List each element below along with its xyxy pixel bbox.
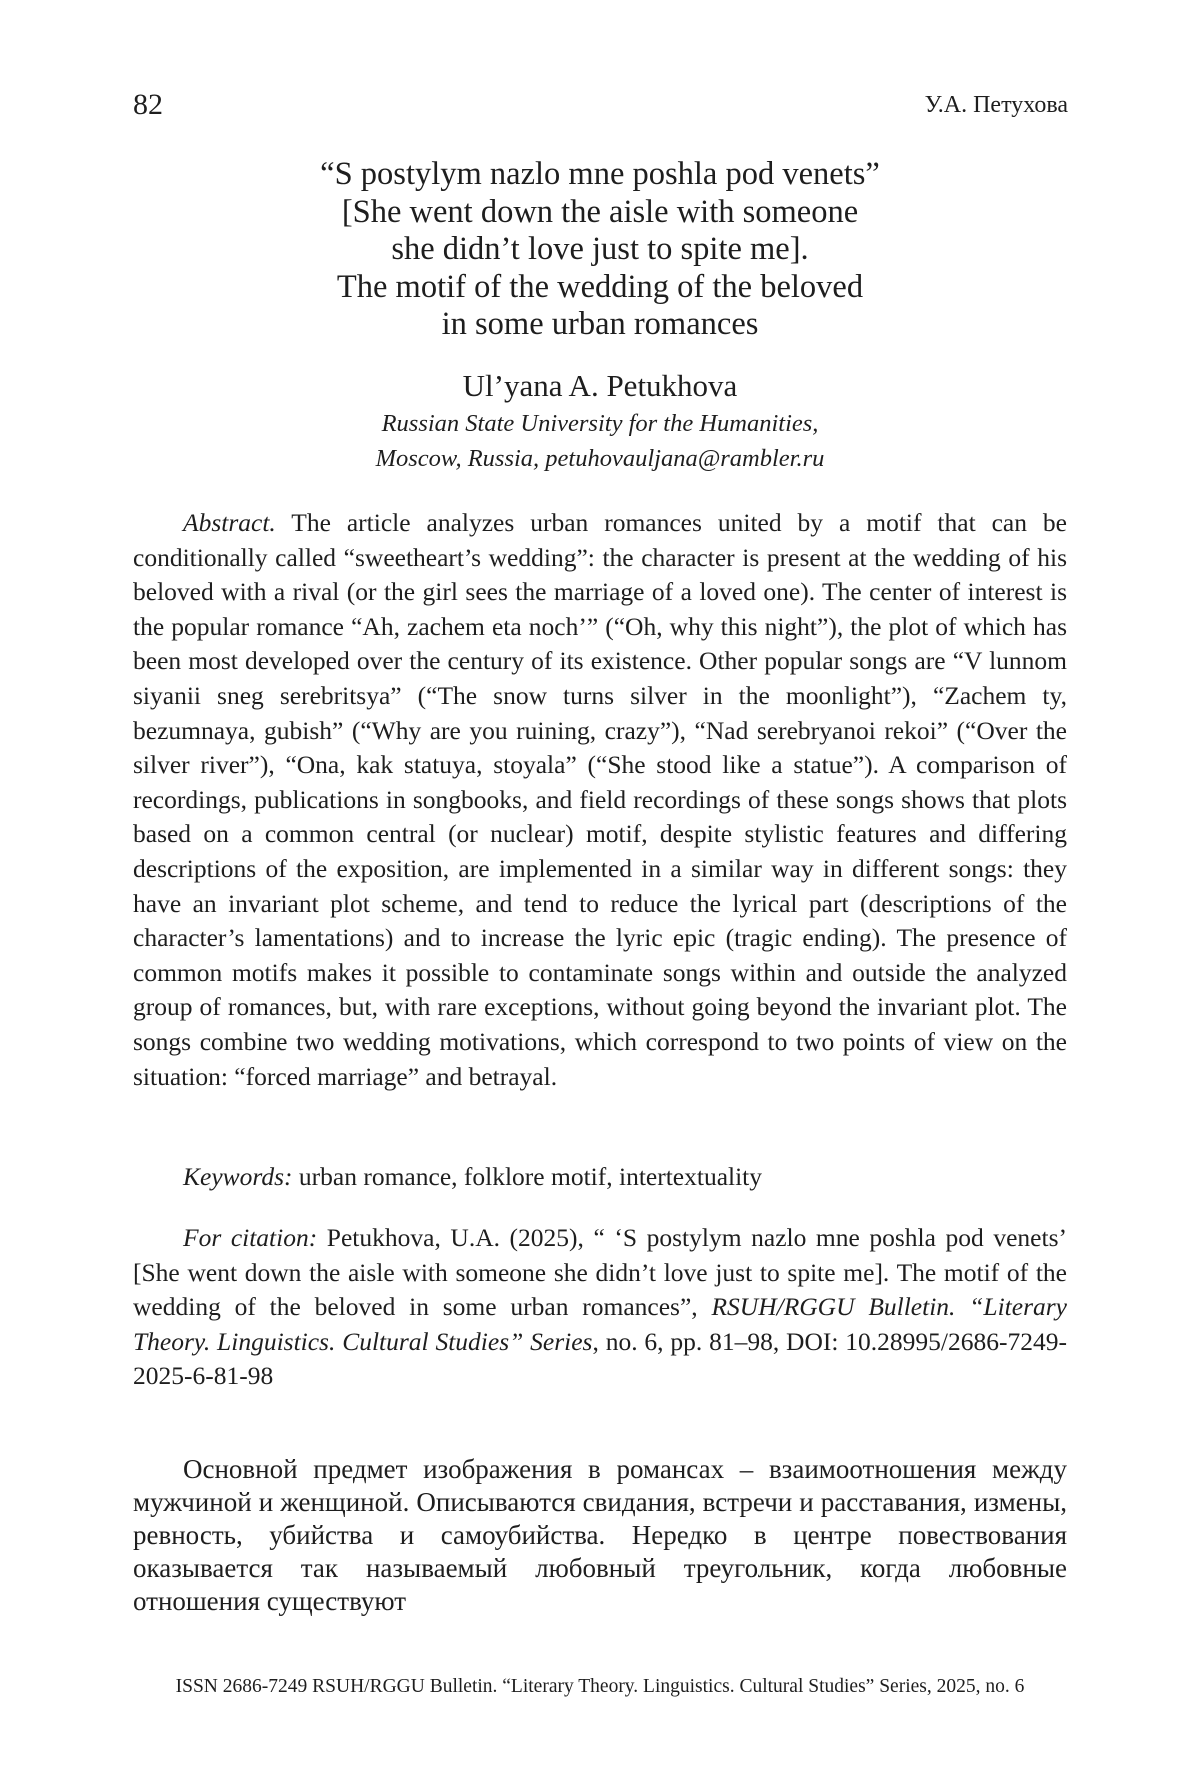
citation-details: , no. 6, pp. 81–98, DOI: 10.28995/2686-7249-2025-6-81-98 <box>133 1327 1067 1391</box>
citation-text: Petukhova, U.A. (2025), “ ‘S postylym nazlo mne poshla pod venets’ [She went down the aisle with someone she didn’t love just to spite me]. The motif of the wedding of the beloved in some urban romances”, <box>133 1223 1067 1321</box>
citation-paragraph <box>133 1221 1067 1394</box>
title-line: [She went down the aisle with someone <box>200 194 1000 232</box>
keywords-label: Keywords: <box>183 1162 293 1191</box>
title-line: she didn’t love just to spite me]. <box>200 231 1000 269</box>
abstract-text: The article analyzes urban romances united by a motif that can be conditionally called “sweetheart’s wedding”: the character is present at the wedding of his beloved with a rival (or the girl sees the marriage of a loved one). The center of interest is the popular romance “Ah, zachem eta noch’” (“Oh, why this night”), the plot of which has been most developed over the century of its existence. Other popular songs are “V lunnom siyanii sneg serebritsya” (“The snow turns silver in the moonlight”), “Zachem ty, bezumnaya, gubish” (“Why are you ruining, crazy”), “Nad serebryanoi rekoi” (“Over the silver river”), “Ona, kak statuya, stoyala” (“She stood like a statue”). A comparison of recordings, publications in songbooks, and field recordings of these songs shows that plots based on a common central (or nuclear) motif, despite stylistic features and differing descriptions of the exposition, are implemented in a similar way in different songs: they have an invariant plot scheme, and tend to reduce the lyrical part (descriptions of the character’s lamentations) and to increase the lyric epic (tragic ending). The presence of common motifs makes it possible to contaminate songs within and outside the analyzed group of romances, but, with rare exceptions, without going beyond the invariant plot. The songs combine two wedding motivations, which correspond to two points of view on the situation: “forced marriage” and betrayal. <box>133 508 1067 1091</box>
title-line: in some urban romances <box>200 306 1000 344</box>
title-line: The motif of the wedding of the beloved <box>200 269 1000 307</box>
article-title <box>200 156 1000 344</box>
affiliation-line: Moscow, Russia, petuhovauljana@rambler.ru <box>200 441 1000 476</box>
affiliation-line: Russian State University for the Humanities, <box>200 406 1000 441</box>
keywords-paragraph <box>133 1160 1067 1195</box>
page-footer: ISSN 2686-7249 RSUH/RGGU Bulletin. “Literary Theory. Linguistics. Cultural Studies” Series, 2025, no. 6 <box>133 1676 1067 1698</box>
running-head: У.А. Петухова <box>925 92 1068 119</box>
abstract-paragraph <box>133 506 1067 1094</box>
abstract-label: Abstract. <box>183 508 276 537</box>
author-affiliation <box>200 406 1000 476</box>
author-name: Ul’yana A. Petukhova <box>200 368 1000 404</box>
title-line: “S postylym nazlo mne poshla pod venets” <box>200 156 1000 194</box>
main-text-paragraph: Основной предмет изображения в романсах – взаимоотношения между мужчиной и женщиной. Описываются свидания, встречи и расставания, измены, ревность, убийства и самоубийства. Нередко в центре повествования оказывается так называемый любовный треугольник, когда любовные отношения существуют <box>133 1453 1067 1618</box>
citation-journal: RSUH/RGGU Bulletin. “Literary Theory. Linguistics. Cultural Studies” Series <box>133 1292 1067 1356</box>
page-number: 82 <box>133 88 163 122</box>
keywords-text: urban romance, folklore motif, intertextuality <box>293 1162 762 1191</box>
citation-label: For citation: <box>183 1223 317 1252</box>
